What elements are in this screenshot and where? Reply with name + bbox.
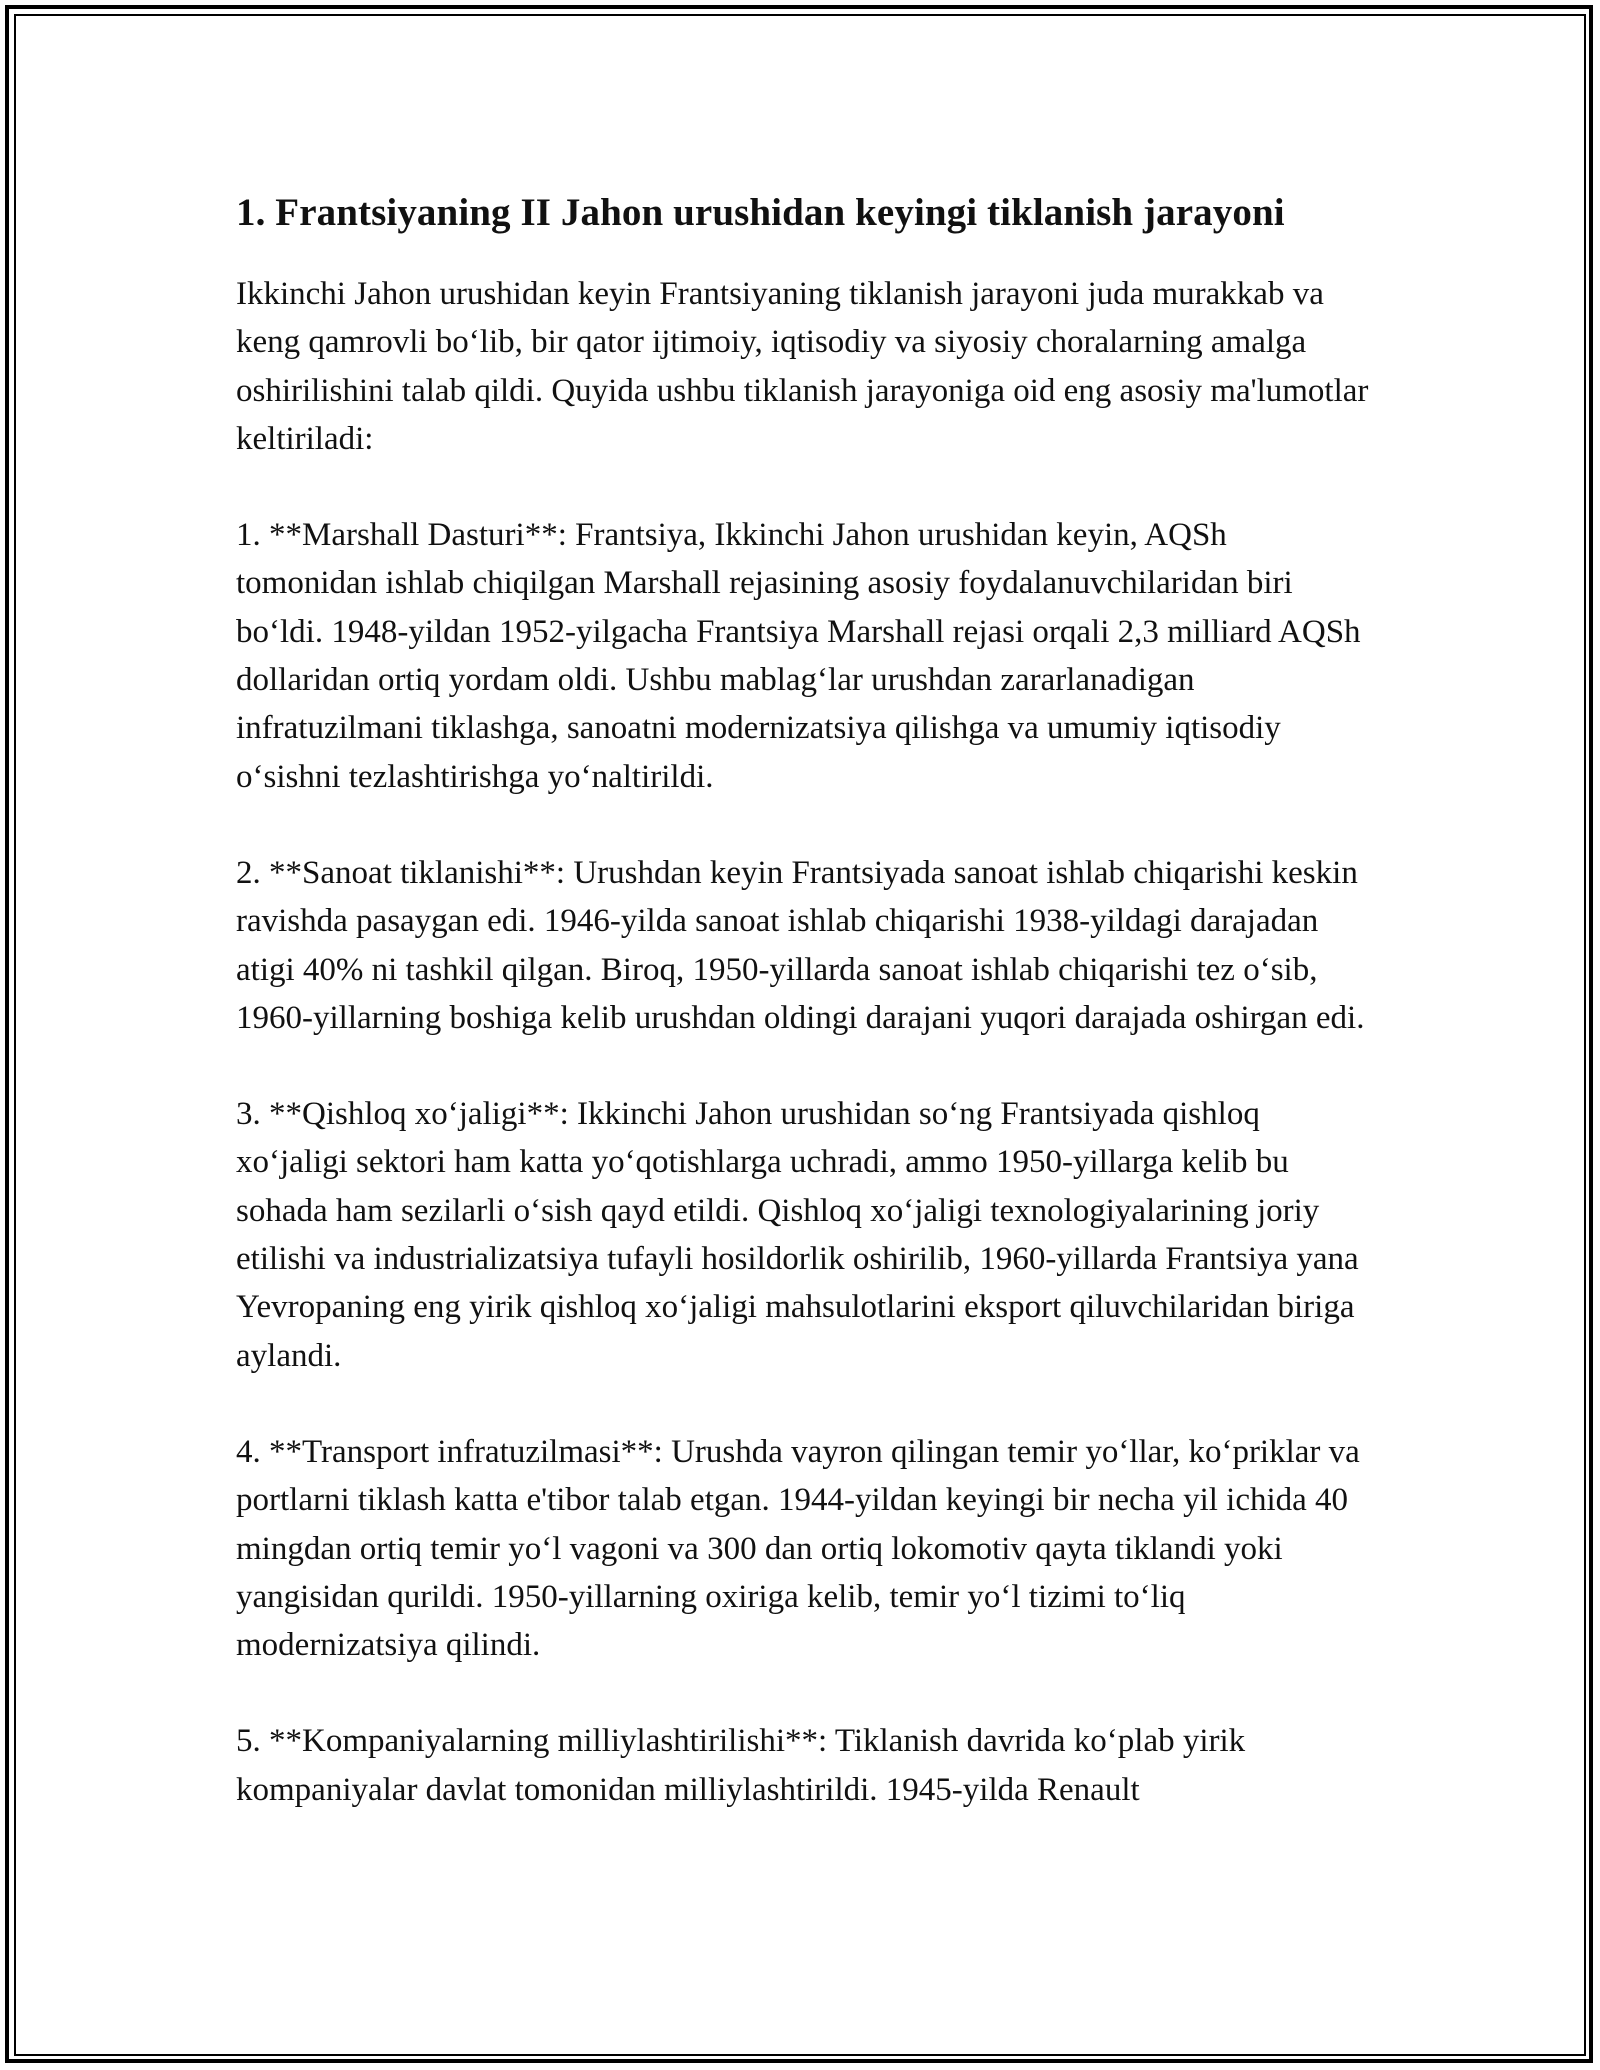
- paragraph-transport: 4. **Transport infratuzilmasi**: Urushda vayron qilingan temir yo‘llar, ko‘priklar va portlarni tiklash katta e'tibor talab etgan. 1944-yildan keyingi bir necha yil ichida 40 mingdan ortiq temir yo‘l vagoni va 300 dan ortiq lokomotiv qayta tiklandi yoki yangisidan qurildi. 1950-yillarning oxiriga kelib, temir yo‘l tizimi to‘liq modernizatsiya qilindi.: [236, 1433, 1360, 1664]
- paragraph-nationalization: 5. **Kompaniyalarning milliylashtirilishi**: Tiklanish davrida ko‘plab yirik kompaniyalar davlat tomonidan milliylashtirildi. 1945-yilda Renault: [236, 1723, 1246, 1808]
- paragraph-industrial-recovery: 2. **Sanoat tiklanishi**: Urushdan keyin Frantsiyada sanoat ishlab chiqarishi keskin ravishda pasaygan edi. 1946-yilda sanoat ishlab chiqarishi 1938-yildagi darajadan atigi 40% ni tashkil qilgan. Biroq, 1950-yillarda sanoat ishlab chiqarishi tez o‘sib, 1960-yillarning boshiga kelib urushdan oldingi darajani yuqori darajada oshirgan edi.: [236, 854, 1365, 1036]
- paragraph-agriculture: 3. **Qishloq xo‘jaligi**: Ikkinchi Jahon urushidan so‘ng Frantsiyada qishloq xo‘jaligi sektori ham katta yo‘qotishlarga uchradi, ammo 1950-yillarga kelib bu sohada ham sezilarli o‘sish qayd etildi. Qishloq xo‘jaligi texnologiyalarining joriy etilishi va industrializatsiya tufayli hosildorlik oshirilib, 1960-yillarda Frantsiya yana Yevropaning eng yirik qishloq xo‘jaligi mahsulotlarini eksport qiluvchilaridan biriga aylandi.: [236, 1096, 1359, 1374]
- document-title: 1. Frantsiyaning II Jahon urushidan keyingi tiklanish jarayoni: [236, 191, 1285, 234]
- paragraph-marshall-plan: 1. **Marshall Dasturi**: Frantsiya, Ikkinchi Jahon urushidan keyin, AQSh tomonidan ishlab chiqilgan Marshall rejasining asosiy foydalanuvchilaridan biri bo‘ldi. 1948-yildan 1952-yilgacha Frantsiya Marshall rejasi orqali 2,3 milliard AQSh dollaridan ortiq yordam oldi. Ushbu mablag‘lar urushdan zararlanadigan infratuzilmani tiklashga, sanoatni modernizatsiya qilishga va umumiy iqtisodiy o‘sishni tezlashtirishga yo‘naltirildi.: [236, 517, 1361, 795]
- document-body: [236, 188, 1371, 1862]
- paragraph-intro: Ikkinchi Jahon urushidan keyin Frantsiyaning tiklanish jarayoni juda murakkab va keng qamrovli bo‘lib, bir qator ijtimoiy, iqtisodiy va siyosiy choralarning amalga oshirilishini talab qildi. Quyida ushbu tiklanish jarayoniga oid eng asosiy ma'lumotlar keltiriladi:: [236, 276, 1369, 457]
